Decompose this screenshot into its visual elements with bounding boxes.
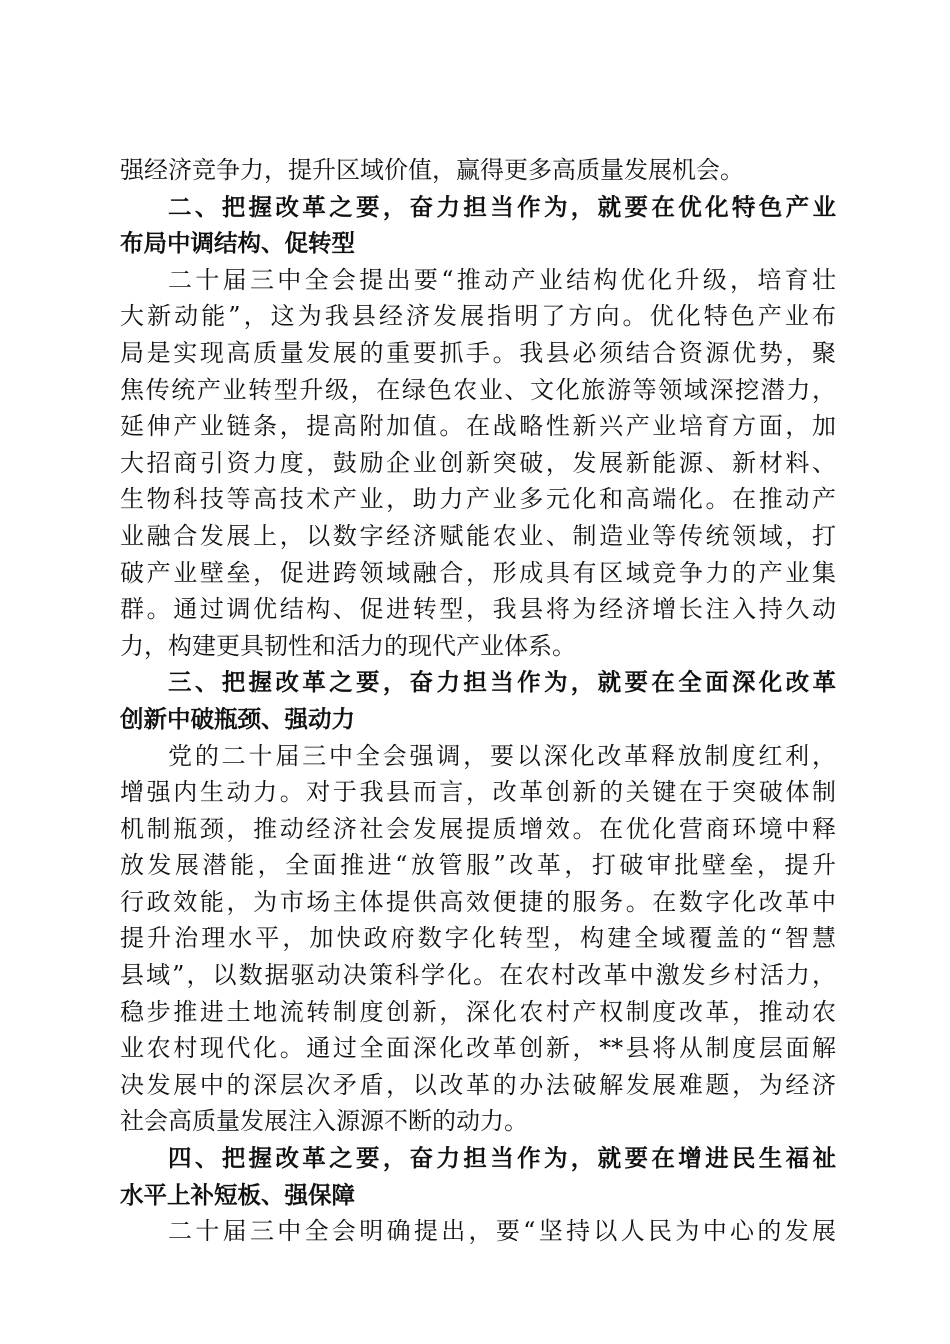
- text-line: 二十届三中全会明确提出，要“坚持以人民为中心的发展: [168, 1217, 836, 1246]
- document-page: [120, 152, 836, 1250]
- text-line: 二十届三中全会提出要“推动产业结构优化升级，培育壮: [168, 265, 836, 294]
- heading-line: 二、把握改革之要，奋力担当作为，就要在优化特色产业: [168, 192, 836, 221]
- body-paragraph: [120, 262, 836, 665]
- text-line: 延伸产业链条，提高附加值。在战略性新兴产业培育方面，加: [120, 412, 836, 441]
- body-paragraph: [120, 1213, 836, 1250]
- section-heading: [120, 189, 836, 262]
- heading-line: 布局中调结构、促转型: [120, 229, 355, 258]
- heading-line: 创新中破瓶颈、强动力: [120, 704, 355, 733]
- section-heading: [120, 1140, 836, 1213]
- text-line: 机制瓶颈，推动经济社会发展提质增效。在优化营商环境中释: [120, 814, 836, 843]
- text-line: 局是实现高质量发展的重要抓手。我县必须结合资源优势，聚: [120, 338, 836, 367]
- text-line: 破产业壁垒，促进跨领域融合，形成具有区域竞争力的产业集: [120, 558, 836, 587]
- text-line: 强经济竞争力，提升区域价值，赢得更多高质量发展机会。: [120, 156, 744, 184]
- text-line: 稳步推进土地流转制度创新，深化农村产权制度改革，推动农: [120, 997, 836, 1026]
- text-line: 行政效能，为市场主体提供高效便捷的服务。在数字化改革中: [120, 887, 836, 916]
- text-line: 县域”，以数据驱动决策科学化。在农村改革中激发乡村活力，: [120, 961, 836, 990]
- body-paragraph: [120, 152, 836, 189]
- text-line: 大招商引资力度，鼓励企业创新突破，发展新能源、新材料、: [120, 448, 836, 477]
- text-line: 大新动能”，这为我县经济发展指明了方向。优化特色产业布: [120, 302, 836, 331]
- text-line: 力，构建更具韧性和活力的现代产业体系。: [120, 631, 576, 660]
- text-line: 社会高质量发展注入源源不断的动力。: [120, 1107, 528, 1136]
- heading-line: 水平上补短板、强保障: [120, 1180, 355, 1209]
- text-line: 焦传统产业转型升级，在绿色农业、文化旅游等领域深挖潜力，: [120, 375, 836, 404]
- section-heading: [120, 664, 836, 737]
- document-body: [120, 152, 836, 1250]
- text-line: 业农村现代化。通过全面深化改革创新，**县将从制度层面解: [120, 1034, 836, 1063]
- body-paragraph: [120, 738, 836, 1141]
- text-line: 决发展中的深层次矛盾，以改革的办法破解发展难题，为经济: [120, 1070, 836, 1099]
- text-line: 党的二十届三中全会强调，要以深化改革释放制度红利，: [168, 741, 836, 770]
- text-line: 提升治理水平，加快政府数字化转型，构建全域覆盖的“智慧: [120, 924, 836, 953]
- text-line: 群。通过调优结构、促进转型，我县将为经济增长注入持久动: [120, 595, 836, 624]
- text-line: 生物科技等高技术产业，助力产业多元化和高端化。在推动产: [120, 485, 836, 514]
- text-line: 业融合发展上，以数字经济赋能农业、制造业等传统领域，打: [120, 521, 836, 550]
- heading-line: 四、把握改革之要，奋力担当作为，就要在增进民生福祉: [168, 1144, 836, 1173]
- heading-line: 三、把握改革之要，奋力担当作为，就要在全面深化改革: [168, 668, 836, 697]
- text-line: 增强内生动力。对于我县而言，改革创新的关键在于突破体制: [120, 778, 836, 807]
- text-line: 放发展潜能，全面推进“放管服”改革，打破审批壁垒，提升: [120, 851, 836, 880]
